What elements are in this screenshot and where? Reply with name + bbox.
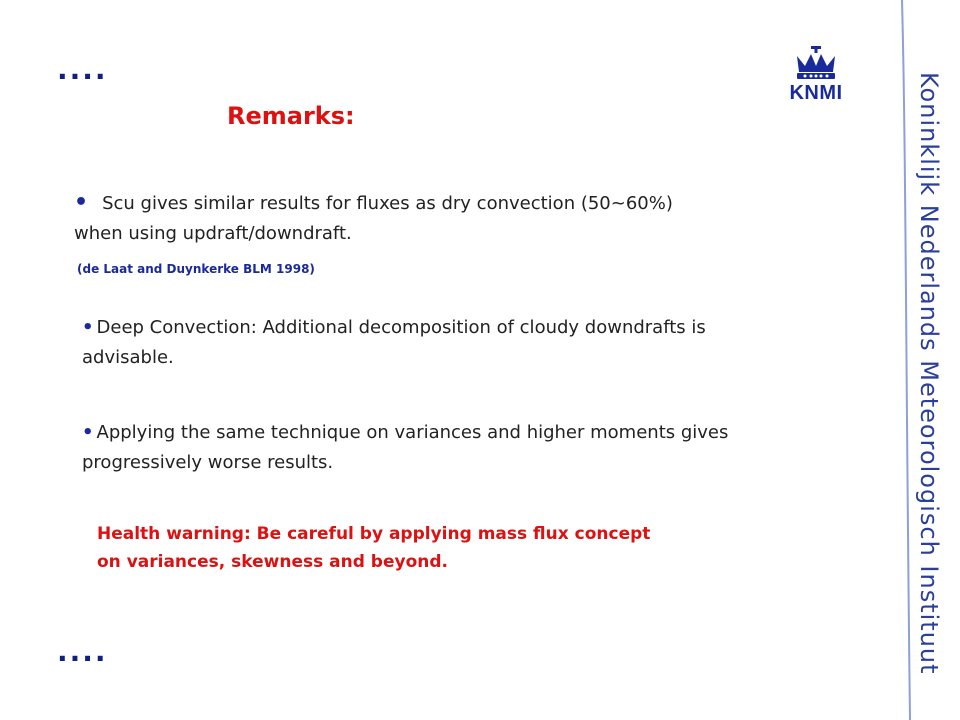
citation: (de Laat and Duynkerke BLM 1998) <box>77 262 315 276</box>
bullet-icon: • <box>82 422 94 443</box>
bullet-point-2-text: Deep Convection: Additional decomposition of cloudy downdrafts is advisable. <box>82 317 706 368</box>
logo-text: KNMI <box>789 82 843 104</box>
health-warning: Health warning: Be careful by applying mass flux concept on variances, skewness and beyond. <box>97 524 651 572</box>
ellipsis-bottom: .... <box>57 635 108 668</box>
bullet-point-3 <box>82 418 842 478</box>
knmi-logo <box>771 46 861 106</box>
bullet-point-1-text: Scu gives similar results for fluxes as dry convection (50~60%) when using updraft/downdraft. <box>74 193 673 244</box>
bullet-point-1 <box>74 188 724 249</box>
ellipsis-top: .... <box>57 53 108 86</box>
bullet-icon: • <box>82 317 94 338</box>
bullet-icon: • <box>74 190 89 215</box>
bullet-point-2 <box>82 313 722 373</box>
slide-title: Remarks: <box>227 102 355 130</box>
bullet-point-3-text: Applying the same technique on variances and higher moments gives progressively worse results. <box>82 422 729 473</box>
vertical-brand-text: Koninklijk Nederlands Meteorologisch Instituut <box>915 72 943 675</box>
crown-icon <box>771 46 861 82</box>
